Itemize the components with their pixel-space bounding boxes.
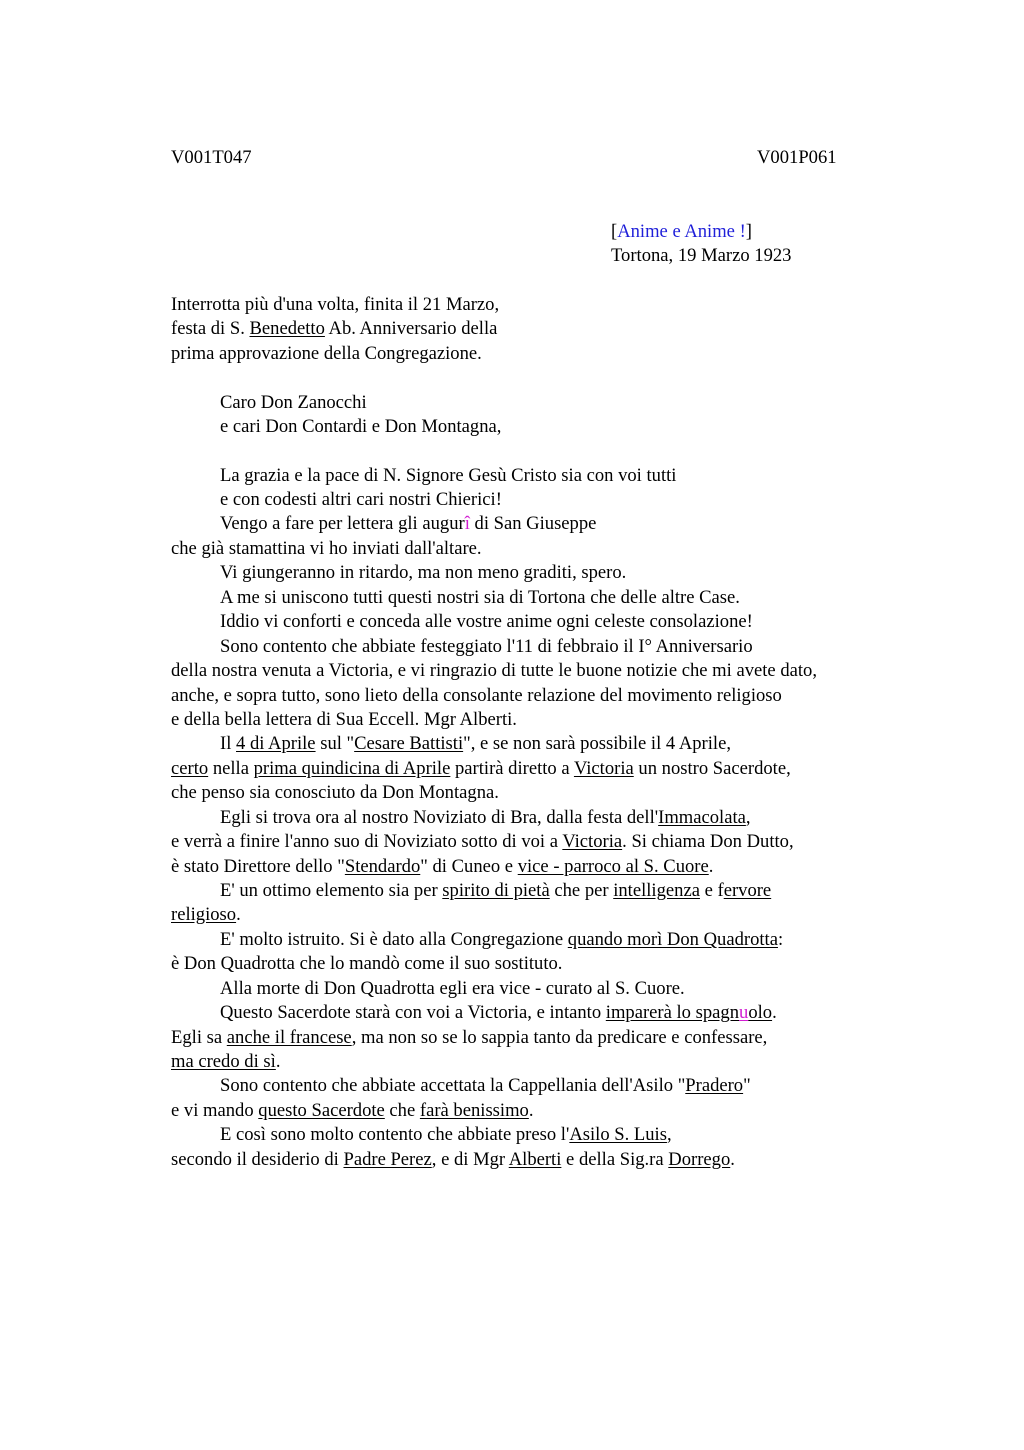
text-run: A me si uniscono tutti questi nostri sia di Tortona che delle altre Case.	[220, 587, 740, 608]
underlined-text: ervore	[723, 880, 772, 901]
text-run: " di Cuneo e	[420, 856, 518, 877]
body-line	[171, 1026, 767, 1050]
letter-title	[611, 220, 752, 244]
title-bracket-close: ]	[745, 221, 752, 242]
body-line	[171, 757, 791, 781]
text-run: E' un ottimo elemento sia per	[220, 880, 443, 901]
text-run: un nostro Sacerdote,	[633, 758, 791, 779]
text-run: ,	[666, 1124, 672, 1145]
text-run: che penso sia conosciuto da Don Montagna.	[171, 782, 499, 803]
body-line	[171, 830, 794, 854]
text-run: festa di S.	[171, 318, 250, 339]
body-line	[220, 1123, 672, 1147]
text-run: Sono contento che abbiate accettata la Cappellania dell'Asilo "	[220, 1075, 686, 1096]
body-line	[171, 684, 782, 708]
text-run: .	[772, 1002, 777, 1023]
underlined-text: Pradero	[685, 1075, 744, 1096]
note-line: prima approvazione della Congregazione.	[171, 343, 482, 364]
text-run: che già stamattina vi ho inviati dall'altare.	[171, 538, 482, 559]
body-line	[171, 952, 562, 976]
text-run: .	[708, 856, 714, 877]
body-line	[171, 781, 499, 805]
text-run: nella	[208, 758, 254, 779]
text-run: .	[275, 1051, 281, 1072]
body-line	[220, 488, 502, 512]
body-line	[220, 732, 731, 756]
underlined-text: Asilo S. Luis	[569, 1124, 667, 1145]
underlined-text: questo Sacerdote	[258, 1100, 385, 1121]
text-run: e della bella lettera di Sua Eccell. Mgr Alberti.	[171, 709, 517, 730]
text-run: Questo Sacerdote starà con voi a Victoria, e intanto	[220, 1002, 606, 1023]
title-bracket-open: [	[611, 221, 618, 242]
underlined-text: quando morì Don Quadrotta	[567, 929, 778, 950]
text-run: che	[384, 1100, 420, 1121]
text-run: La grazia e la pace di N. Signore Gesù Cristo sia con voi tutti	[220, 465, 677, 486]
text-run: Alla morte di Don Quadrotta egli era vice - curato al S. Cuore.	[220, 978, 685, 999]
place-date: Tortona, 19 Marzo 1923	[611, 245, 792, 266]
text-run: , ma non so se lo sappia tanto da predicare e confessare,	[351, 1027, 768, 1048]
text-run: Vi giungeranno in ritardo, ma non meno graditi, spero.	[220, 562, 627, 583]
body-line	[171, 1099, 534, 1123]
underlined-text: vice - parroco al S. Cuore	[517, 856, 709, 877]
text-run: e verrà a finire l'anno suo di Noviziato sotto di voi a	[171, 831, 563, 852]
underlined-text: Alberti	[508, 1149, 562, 1170]
underlined-text: Benedetto	[249, 318, 325, 339]
underlined-text: Victoria	[562, 831, 623, 852]
text-run: E così sono molto contento che abbiate preso l'	[220, 1124, 570, 1145]
text-run: anche, e sopra tutto, sono lieto della consolante relazione del movimento religioso	[171, 685, 782, 706]
text-run: che per	[549, 880, 614, 901]
body-line	[171, 855, 713, 879]
text-run: . Si chiama Don Dutto,	[622, 831, 794, 852]
text-run: Ab. Anniversario della	[324, 318, 498, 339]
text-run: partirà diretto a	[450, 758, 574, 779]
text-run: ", e se non sarà possibile il 4 Aprile,	[463, 733, 731, 754]
underlined-text: imparerà lo spagn	[605, 1002, 740, 1023]
body-line	[220, 977, 685, 1001]
underlined-text: Cesare Battisti	[354, 733, 464, 754]
underlined-text: farà benissimo	[419, 1100, 529, 1121]
body-line	[220, 586, 740, 610]
text-run: è Don Quadrotta che lo mandò come il suo sostituto.	[171, 953, 563, 974]
text-run: Iddio vi conforti e conceda alle vostre anime ogni celeste consolazione!	[220, 611, 753, 632]
body-line	[220, 561, 626, 585]
underlined-text: Victoria	[573, 758, 634, 779]
body-line	[220, 1001, 777, 1025]
body-line	[220, 928, 783, 952]
text-run: .	[236, 904, 241, 925]
body-line	[220, 635, 753, 659]
text-run: .	[730, 1149, 735, 1170]
text-run: Sono contento che abbiate festeggiato l'11 di febbraio il I° Anniversario	[220, 636, 753, 657]
text-run: "	[743, 1075, 751, 1096]
underlined-text: anche il francese	[226, 1027, 352, 1048]
text-run: .	[528, 1100, 534, 1121]
underlined-text: Immacolata	[658, 807, 746, 828]
title-text: Anime e Anime !	[617, 221, 746, 242]
text-run: :	[777, 929, 784, 950]
body-line	[171, 537, 482, 561]
salutation-line: Caro Don Zanocchi	[220, 392, 367, 413]
underlined-text: olo	[748, 1002, 773, 1023]
text-run: e vi mando	[171, 1100, 259, 1121]
underlined-text: ma credo di sì	[171, 1051, 276, 1072]
underlined-text: Dorrego	[668, 1149, 731, 1170]
underlined-text: spirito di pietà	[442, 880, 550, 901]
text-run: , e di Mgr	[431, 1149, 509, 1170]
text-run: e della Sig.ra	[561, 1149, 669, 1170]
body-line	[171, 903, 241, 927]
underlined-text: prima quindicina di Aprile	[253, 758, 451, 779]
document-code-left: V001T047	[171, 147, 252, 168]
text-run: Vengo a fare per lettera gli augur	[220, 513, 465, 534]
note-line: Interrotta più d'una volta, finita il 21 Marzo,	[171, 294, 500, 315]
body-line	[171, 1148, 735, 1172]
body-line	[171, 659, 817, 683]
text-run: ,	[745, 807, 751, 828]
note-line	[171, 317, 497, 341]
underlined-text: Stendardo	[344, 856, 421, 877]
underlined-text: religioso	[171, 904, 237, 925]
text-run: e con codesti altri cari nostri Chierici!	[220, 489, 502, 510]
text-run: è stato Direttore dello "	[171, 856, 345, 877]
body-line	[220, 464, 676, 488]
underlined-text: u	[739, 1002, 749, 1023]
page-code-right: V001P061	[757, 147, 837, 168]
underlined-text: Padre Perez	[343, 1149, 432, 1170]
underlined-text: intelligenza	[613, 880, 700, 901]
text-run: della nostra venuta a Victoria, e vi ringrazio di tutte le buone notizie che mi avete dato,	[171, 660, 817, 681]
text-run: Egli sa	[171, 1027, 227, 1048]
body-line	[220, 512, 596, 536]
body-line	[220, 806, 751, 830]
body-line	[171, 708, 517, 732]
text-run: secondo il desiderio di	[171, 1149, 344, 1170]
text-run: e f	[699, 880, 724, 901]
body-line	[220, 1074, 751, 1098]
body-line	[220, 610, 753, 634]
text-run: sul "	[315, 733, 355, 754]
text-run: î	[464, 513, 470, 534]
text-run: di San Giuseppe	[469, 513, 597, 534]
text-run: E' molto istruito. Si è dato alla Congregazione	[220, 929, 568, 950]
text-run: Egli si trova ora al nostro Noviziato di Bra, dalla festa dell'	[220, 807, 659, 828]
underlined-text: certo	[171, 758, 209, 779]
body-line	[171, 1050, 280, 1074]
salutation-line: e cari Don Contardi e Don Montagna,	[220, 416, 502, 437]
body-line	[220, 879, 771, 903]
underlined-text: 4 di Aprile	[236, 733, 316, 754]
text-run: Il	[220, 733, 237, 754]
